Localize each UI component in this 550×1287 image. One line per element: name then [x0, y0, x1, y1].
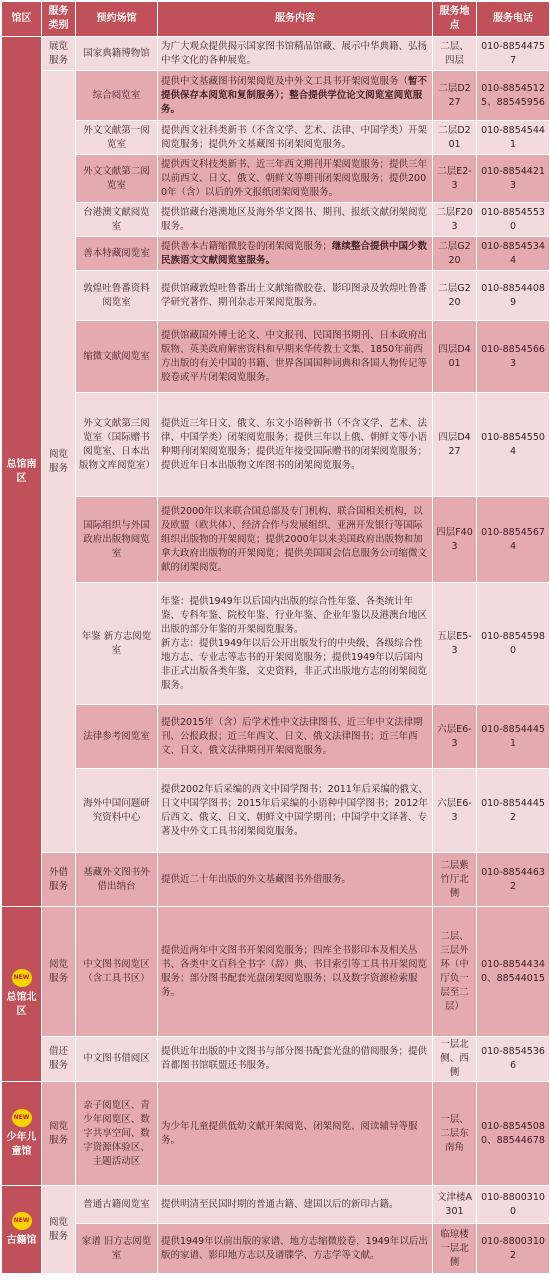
phone-cell: 010-88544632 — [477, 853, 550, 907]
venue-cell: 善本特藏阅览室 — [76, 237, 158, 271]
table-row — [2, 583, 550, 705]
table-row — [2, 121, 550, 155]
table-row — [2, 237, 550, 271]
location-cell: 六层E6-3 — [433, 705, 477, 769]
area-north — [2, 907, 42, 1082]
table-row — [2, 393, 550, 497]
phone-cell: 010-88545080、88544678 — [477, 1082, 550, 1186]
location-cell: 二层G220 — [433, 237, 477, 271]
phone-cell: 010-88545530 — [477, 203, 550, 237]
content-text-2: 新方志：提供1949年以后公开出版发行的中央级、各级综合性地方志、专业志等志书的开架阅览服务；提供1949年以后国内非正式出版各类年鉴，文史资料，非正式出版地方志的闭架阅览服务。 — [161, 637, 428, 691]
venue-cell: 外文文献第三阅览室（国际赠书阅览室、日本出版物文库阅览室） — [76, 393, 158, 497]
table-row — [2, 1224, 550, 1274]
table-row — [2, 71, 550, 121]
phone-cell: 010-88544213 — [477, 155, 550, 203]
location-cell: 四层D427 — [433, 393, 477, 497]
content-cell: 为广大观众提供揭示国家图书馆精品馆藏、展示中华典籍、弘扬中华文化的各种展览。 — [158, 37, 433, 71]
venue-cell: 综合阅览室 — [76, 71, 158, 121]
category-reading: 阅览服务 — [42, 1082, 76, 1186]
area-south: 总馆南区 — [2, 37, 42, 907]
phone-cell: 010-88544089 — [477, 271, 550, 321]
phone-cell: 010-88545344 — [477, 237, 550, 271]
venue-cell: 中文图书借阅区 — [76, 1037, 158, 1082]
header-phone: 服务电话 — [477, 2, 550, 37]
phone-cell: 010-88545663 — [477, 321, 550, 393]
area-label: 总馆北区 — [6, 992, 37, 1017]
content-cell: 提供西文科技类新书、近三年西文期刊开架阅览服务；提供三年以前西文、日文、俄文、朝鲜文等期刊闭架阅览服务；提供2000年（含）以后的外文报纸闭架阅览服务。 — [158, 155, 433, 203]
venue-cell: 家谱 旧方志阅览室 — [76, 1224, 158, 1274]
table-row — [2, 1186, 550, 1224]
content-cell — [158, 237, 433, 271]
table-row — [2, 37, 550, 71]
table-row — [2, 155, 550, 203]
phone-cell: 010-88545366 — [477, 1037, 550, 1082]
content-cell: 提供2000年以来联合国总部及专门机构、联合国相关机构，以及欧盟（欧共体）、经济合作与发展组织、亚洲开发银行等国际组织出版物的开架阅览；提供2000年以来美国政府出版物和加拿大政府出版物的开架阅览；提供美国国会信息服务公司缩微文献的闭架阅览。 — [158, 497, 433, 583]
content-cell: 提供1949年以前出版的家谱、地方志缩微胶卷，1949年以后出版的家谱、影印地方志以及谱牒学、方志学等文献。 — [158, 1224, 433, 1274]
content-cell: 提供近二十年出版的外文基藏图书外借服务。 — [158, 853, 433, 907]
area-label: 少年儿童馆 — [6, 1131, 37, 1157]
table-row — [2, 321, 550, 393]
content-emphasis: 暂不提供保存本阅览和复制服务）；整合提供学位论文阅览室阅览服务。 — [161, 75, 428, 115]
venue-cell: 缩微文献阅览室 — [76, 321, 158, 393]
location-cell: 四层F403 — [433, 497, 477, 583]
header-content: 服务内容 — [158, 2, 433, 37]
venue-cell: 海外中国问题研究资料中心 — [76, 769, 158, 853]
location-cell: 一层北侧、西侧 — [433, 1037, 477, 1082]
location-cell: 二层E2-3 — [433, 155, 477, 203]
content-cell: 提供近三年日文、俄文、东文小语种新书（不含文学、艺术、法律、中国学类）闭架阅览服务；提供三年以上俄、朝鲜文等小语种期刊闭架阅览服务；提供近年接受国际赠书的闭架阅览服务；提供近年日本出版物文库图书的闭架阅览服务。 — [158, 393, 433, 497]
content-cell — [158, 71, 433, 121]
table-row — [2, 1037, 550, 1082]
phone-cell: 010-88003100 — [477, 1186, 550, 1224]
content-emphasis: 继续整合提供中国少数民族语文文献阅览室服务。 — [161, 240, 428, 266]
venue-cell: 敦煌吐鲁番资料阅览室 — [76, 271, 158, 321]
content-text: 提供善本古籍缩微胶卷的闭架阅览服务； — [161, 240, 333, 252]
table-row — [2, 203, 550, 237]
location-cell: 临琼楼一层北侧 — [433, 1224, 477, 1274]
area-children — [2, 1082, 42, 1186]
venue-cell: 中文图书阅览区（含工具书区） — [76, 907, 158, 1037]
location-cell: 二层D227 — [433, 71, 477, 121]
content-text: 年鉴：提供1949年以后国内出版的综合性年鉴、各类统计年鉴、专科年鉴、院校年鉴、行业年鉴、企业年鉴以及港澳台地区出版的部分年鉴的开架阅览服务。 — [161, 595, 428, 635]
category-reading: 阅览服务 — [42, 71, 76, 853]
table-row — [2, 1082, 550, 1186]
venue-cell: 亲子阅览区、青少年阅览区、数字共享空间、数字资源体验区、主题活动区 — [76, 1082, 158, 1186]
header-category: 服务类别 — [42, 2, 76, 37]
new-badge: NEW — [12, 1212, 32, 1230]
category-reading: 阅览服务 — [42, 1186, 76, 1274]
content-cell: 提供近年出版的中文图书与部分图书配套光盘的借阅服务；提供首都图书馆联盟还书服务。 — [158, 1037, 433, 1082]
category-lending: 外借服务 — [42, 853, 76, 907]
location-cell: 二层G220 — [433, 271, 477, 321]
phone-cell: 010-88544452 — [477, 769, 550, 853]
venue-cell: 年鉴 新方志阅览室 — [76, 583, 158, 705]
content-cell: 提供2015年（含）后学术性中文法律图书、近三年中文法律期刊、公报政报；近三年西文、日文、俄文法律图书；近三年西文、日文、俄文法律期刊开架阅览服务。 — [158, 705, 433, 769]
venue-cell: 普通古籍阅览室 — [76, 1186, 158, 1224]
content-cell: 提供馆藏敦煌吐鲁番出土文献缩微胶卷、影印图录及敦煌吐鲁番学研究著作、期刊杂志开架阅览服务。 — [158, 271, 433, 321]
content-cell: 提供馆藏国外博士论文、中文报刊、民国图书期刊、日本政府出版物、英美政府解密资料和早期来华传教士文集、1850年前西方出版的有关中国的书籍、世界各国国种词典和各国人物传记等胶卷或平片闭架阅览服务。 — [158, 321, 433, 393]
new-badge: NEW — [12, 1109, 32, 1127]
phone-cell: 010-88545674 — [477, 497, 550, 583]
content-cell: 提供西文社科类新书（不含文学、艺术、法律、中国学类）开架阅览服务；提供外文基藏图书闭架阅览服务。 — [158, 121, 433, 155]
header-location: 服务地点 — [433, 2, 477, 37]
phone-cell: 010-88003102 — [477, 1224, 550, 1274]
location-cell: 二层、三层外环（中厅负一层至二层） — [433, 907, 477, 1037]
area-label: 古籍馆 — [6, 1234, 37, 1246]
venue-cell: 国际组织与外国政府出版物阅览室 — [76, 497, 158, 583]
content-cell — [158, 583, 433, 705]
phone-cell: 010-88545441 — [477, 121, 550, 155]
phone-cell: 010-88544757 — [477, 37, 550, 71]
category-reading: 阅览服务 — [42, 907, 76, 1037]
content-cell: 提供明清至民国时期的普通古籍、建国以后的新印古籍。 — [158, 1186, 433, 1224]
table-row — [2, 907, 550, 1037]
content-text: 提供中文基藏图书闭架阅览及中外文工具书开架阅览服务（ — [161, 75, 409, 87]
table-row — [2, 769, 550, 853]
content-cell: 提供馆藏台港澳地区及海外华文图书、期刊、报纸文献闭架阅览服务。 — [158, 203, 433, 237]
location-cell: 文津楼A301 — [433, 1186, 477, 1224]
table-row — [2, 271, 550, 321]
location-cell: 五层E5-3 — [433, 583, 477, 705]
content-cell: 提供2002年后采编的西文中国学图书；2011年后采编的俄文、日文中国学图书；2015年后采编的小语种中国学图书；2012年后西文、俄文、日文、朝鲜文中国学期刊；中国学中文译著、专著及中外文工具书闭架阅览服务。 — [158, 769, 433, 853]
venue-cell: 基藏外文图书外借出纳台 — [76, 853, 158, 907]
venue-cell: 国家典籍博物馆 — [76, 37, 158, 71]
service-table — [1, 1, 550, 1274]
venue-cell: 外文文献第二阅览室 — [76, 155, 158, 203]
location-cell: 四层D401 — [433, 321, 477, 393]
venue-cell: 外文文献第一阅览室 — [76, 121, 158, 155]
header-area: 馆区 — [2, 2, 42, 37]
table-row — [2, 853, 550, 907]
venue-cell: 法律参考阅览室 — [76, 705, 158, 769]
new-badge: NEW — [12, 969, 32, 987]
phone-cell: 010-88545980 — [477, 583, 550, 705]
venue-cell: 台港澳文献阅览室 — [76, 203, 158, 237]
area-ancient — [2, 1186, 42, 1274]
table-row — [2, 497, 550, 583]
content-cell: 为少年儿童提供低幼文献开架阅览、闭架阅览、阅读辅导等服务。 — [158, 1082, 433, 1186]
phone-cell: 010-88545504 — [477, 393, 550, 497]
category-borrow-return: 借还服务 — [42, 1037, 76, 1082]
phone-cell: 010-88544451 — [477, 705, 550, 769]
location-cell: 六层E6-3 — [433, 769, 477, 853]
location-cell: 二层F203 — [433, 203, 477, 237]
header-row — [2, 2, 550, 37]
location-cell: 二层D201 — [433, 121, 477, 155]
phone-cell: 010-88545125、88545956 — [477, 71, 550, 121]
content-cell: 提供近两年中文图书开架阅览服务；四库全书影印本及相关丛书、各类中文百科全书字（辞）典、书目索引等工具书开架阅览服务；部分图书配套光盘闭架阅览服务；以及数字资源检索服务。 — [158, 907, 433, 1037]
location-cell: 一层、二层东南角 — [433, 1082, 477, 1186]
category-exhibition: 展览服务 — [42, 37, 76, 71]
phone-cell: 010-88544340、88544015 — [477, 907, 550, 1037]
table-row — [2, 705, 550, 769]
location-cell: 二层、四层 — [433, 37, 477, 71]
location-cell: 二层紫竹厅北侧 — [433, 853, 477, 907]
header-venue: 预约场馆 — [76, 2, 158, 37]
